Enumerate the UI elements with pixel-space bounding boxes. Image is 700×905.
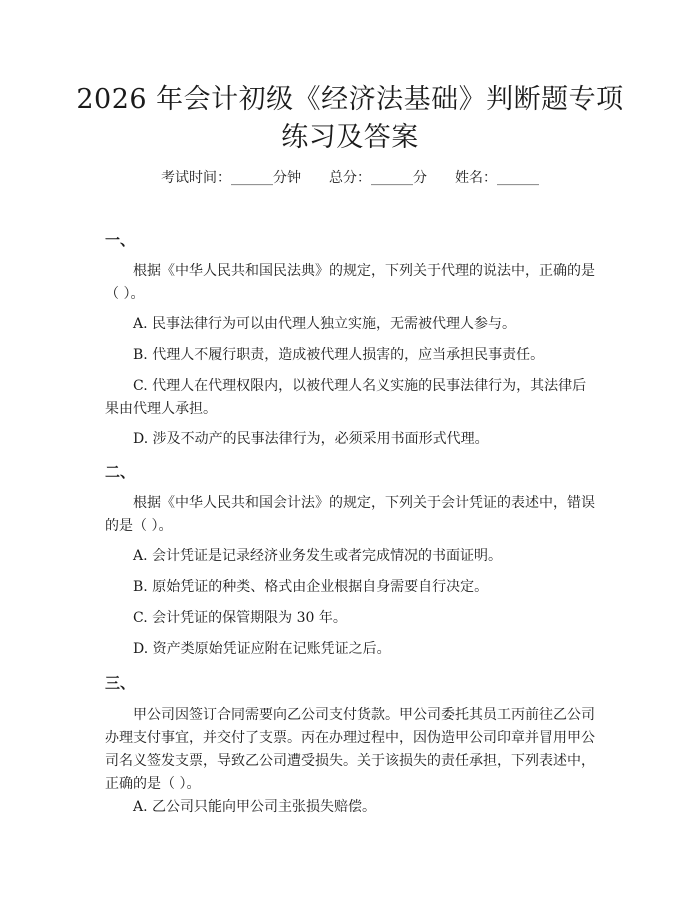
question-1-number: 一、 [105,231,136,249]
question-1-option-a: A. 民事法律行为可以由代理人独立实施，无需被代理人参与。 [133,316,517,332]
question-3-stem: 甲公司因签订合同需要向乙公司支付货款。甲公司委托其员工丙前往乙公司办理支付事宜，并交付了支票。丙在办理过程中，因伪造甲公司印章并冒用甲公司名义签发支票，导致乙公司遭受损失。关于该损失的责任承担，下列表述中，正确的是（ ）。 [105,707,595,792]
document-title-line-2: 练习及答案 [281,122,419,153]
question-2-option-d: D. 资产类原始凭证应附在记账凭证之后。 [133,641,391,657]
total-score-field: 总分：______分 [329,170,427,186]
question-2-stem: 根据《中华人民共和国会计法》的规定，下列关于会计凭证的表述中，错误的是（ ）。 [105,495,595,534]
exam-time-field: 考试时间：______分钟 [161,170,301,186]
question-1-option-b: B. 代理人不履行职责，造成被代理人损害的，应当承担民事责任。 [133,347,545,363]
document-title-line-1: 2026 年会计初级《经济法基础》判断题专项 [76,84,624,115]
name-field: 姓名：______ [455,170,539,186]
question-2-number: 二、 [105,463,136,481]
question-1-stem: 根据《中华人民共和国民法典》的规定，下列关于代理的说法中，正确的是（ ）。 [105,263,595,302]
exam-info-line [0,168,700,188]
question-1-option-c: C. 代理人在代理权限内，以被代理人名义实施的民事法律行为，其法律后果由代理人承担。 [105,378,587,417]
question-3-option-a: A. 乙公司只能向甲公司主张损失赔偿。 [133,799,377,815]
question-1-option-d: D. 涉及不动产的民事法律行为，必须采用书面形式代理。 [133,431,489,447]
question-2-option-a: A. 会计凭证是记录经济业务发生或者完成情况的书面证明。 [133,548,503,564]
question-3-number: 三、 [105,674,136,692]
question-2-option-b: B. 原始凭证的种类、格式由企业根据自身需要自行决定。 [133,579,489,595]
question-2-option-c: C. 会计凭证的保管期限为 30 年。 [133,610,347,626]
